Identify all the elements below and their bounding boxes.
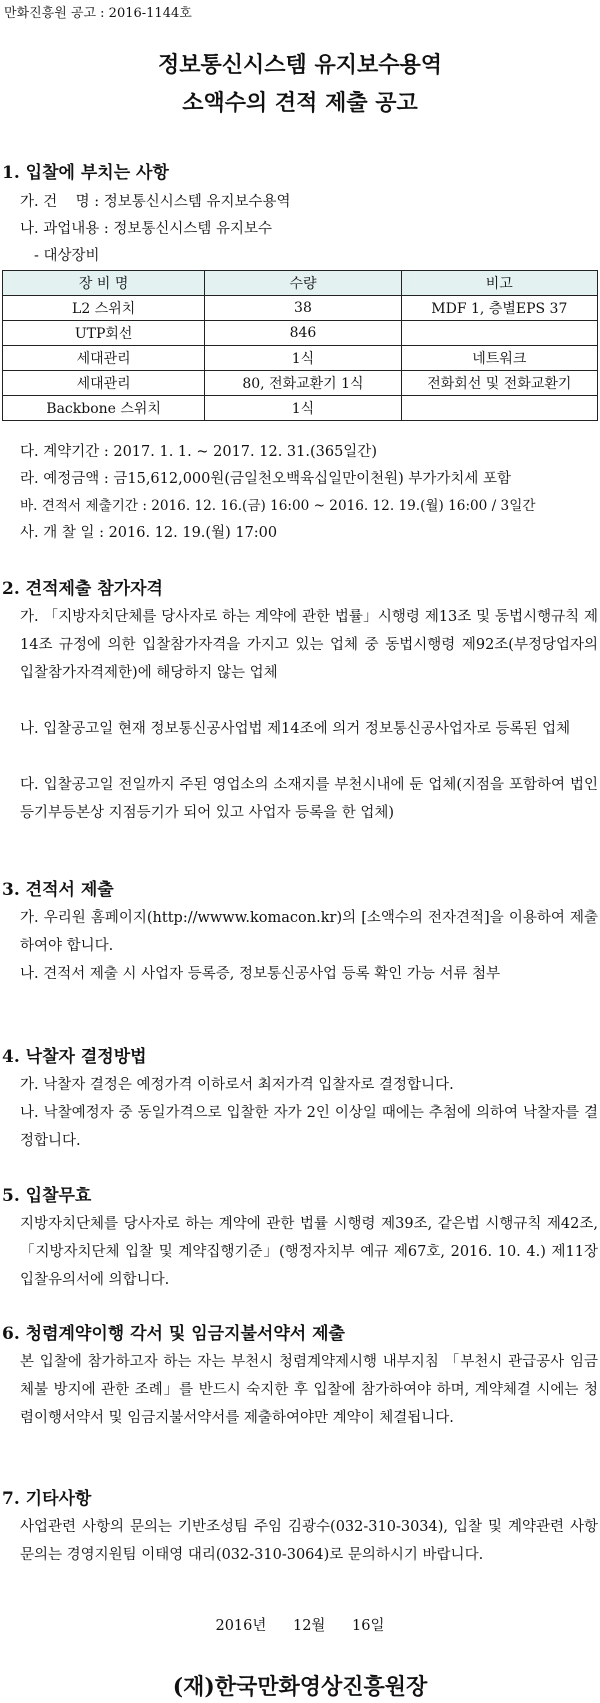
table-cell: 80, 전화교환기 1식 (205, 371, 401, 396)
table-cell: 1식 (205, 396, 401, 421)
table-cell: 38 (205, 296, 401, 321)
s7-text: 사업관련 사항의 문의는 기반조성팀 주임 김광수(032-310-3034), 입찰 및 계약관련 사항 문의는 경영지원팀 이태영 대리(032-310-3064)로 문의하시기 바랍니다. (20, 1519, 598, 1563)
table-cell: MDF 1, 층별EPS 37 (401, 296, 597, 321)
table-cell: Backbone 스위치 (3, 396, 205, 421)
table-cell: 전화회선 및 전화교환기 (401, 371, 597, 396)
document-subtitle: 소액수의 견적 제출 공고 (182, 90, 418, 116)
issuer-name: (재)한국만화영상진흥원장 (172, 1674, 428, 1700)
section-4-heading: 4. 낙찰자 결정방법 (2, 1047, 147, 1067)
table-cell (401, 396, 597, 421)
table-cell (401, 321, 597, 346)
section-5-heading: 5. 입찰무효 (2, 1186, 92, 1206)
s4-item-ga: 가. 낙찰자 결정은 예정가격 이하로서 최저가격 입찰자로 결정합니다. (20, 1077, 454, 1093)
table-cell: 1식 (205, 346, 401, 371)
table-cell: L2 스위치 (3, 296, 205, 321)
table-cell: 세대관리 (3, 371, 205, 396)
table-row (3, 396, 598, 421)
s1-item-ra: 라. 예정금액 : 금15,612,000원(금일천오백육십일만이천원) 부가가치세 포함 (20, 471, 512, 487)
document-title: 정보통신시스템 유지보수용역 (158, 52, 442, 78)
table-cell: UTP회선 (3, 321, 205, 346)
s1-sub-label: - 대상장비 (34, 248, 100, 264)
section-6-heading: 6. 청렴계약이행 각서 및 임금지불서약서 제출 (2, 1324, 345, 1344)
table-cell: 네트워크 (401, 346, 597, 371)
s4-item-na: 나. 낙찰예정자 중 동일가격으로 입찰한 자가 2인 이상일 때에는 추첨에 의하여 낙찰자를 결정합니다. (20, 1105, 598, 1149)
notice-date: 2016년 12월 16일 (215, 1618, 385, 1634)
section-2-heading: 2. 견적제출 참가자격 (2, 579, 163, 599)
section-7-heading: 7. 기타사항 (2, 1489, 92, 1509)
table-header-cell: 수량 (205, 271, 401, 296)
table-row (3, 321, 598, 346)
table-cell: 846 (205, 321, 401, 346)
table-cell: 세대관리 (3, 346, 205, 371)
section-1-heading: 1. 입찰에 부치는 사항 (2, 163, 169, 183)
s2-item-na: 나. 입찰공고일 현재 정보통신공사업법 제14조에 의거 정보통신공사업자로 등록된 업체 (20, 721, 571, 737)
s1-item-ba: 바. 견적서 제출기간 : 2016. 12. 16.(금) 16:00 ~ 2016. 12. 19.(월) 16:00 / 3일간 (20, 498, 536, 514)
table-header-cell: 장 비 명 (3, 271, 205, 296)
s2-item-da: 다. 입찰공고일 전일까지 주된 영업소의 소재지를 부천시내에 둔 업체(지점을 포함하여 법인등기부등본상 지점등기가 되어 있고 사업자 등록을 한 업체) (20, 777, 598, 821)
s6-text: 본 입찰에 참가하고자 하는 자는 부천시 청렴계약제시행 내부지침 「부천시 관급공사 임금체불 방지에 관한 조례」를 반드시 숙지한 후 입찰에 참가하여야 하며, 계약체결 시에는 청렴이행서약서 및 임금지불서약서를 제출하여야만 계약이 체결됩니다. (20, 1354, 598, 1426)
s3-item-ga: 가. 우리원 홈페이지(http://wwww.komacon.kr)의 [소액수의 전자견적]을 이용하여 제출하여야 합니다. (20, 910, 598, 954)
s1-item-ga: 가. 건 명 : 정보통신시스템 유지보수용역 (20, 194, 291, 210)
s2-item-ga: 가. 「지방자치단체를 당사자로 하는 계약에 관한 법률」시행령 제13조 및 동법시행규칙 제14조 규정에 의한 입찰참가자격을 가지고 있는 업체 중 동법시행령 제92조(부정당업자의 입찰참가자격제한)에 해당하지 않는 업체 (20, 609, 598, 681)
section-3-heading: 3. 견적서 제출 (2, 880, 114, 900)
table-header-cell: 비고 (401, 271, 597, 296)
s5-text: 지방자치단체를 당사자로 하는 계약에 관한 법률 시행령 제39조, 같은법 시행규칙 제42조, 「지방자치단체 입찰 및 계약집행기준」(행정자치부 예규 제67호, 2016. 10. 4.) 제11장 입찰유의서에 의합니다. (20, 1216, 598, 1288)
s1-item-na: 나. 과업내용 : 정보통신시스템 유지보수 (20, 221, 273, 237)
notice-number: 만화진흥원 공고 : 2016-1144호 (4, 6, 192, 21)
s3-item-na: 나. 견적서 제출 시 사업자 등록증, 정보통신공사업 등록 확인 가능 서류 첨부 (20, 966, 501, 982)
table-header-row (3, 271, 598, 296)
equipment-table (2, 270, 598, 421)
s1-item-da: 다. 계약기간 : 2017. 1. 1. ~ 2017. 12. 31.(365일간) (20, 444, 377, 460)
table-row (3, 371, 598, 396)
table-row (3, 296, 598, 321)
table-row (3, 346, 598, 371)
s1-item-sa: 사. 개 찰 일 : 2016. 12. 19.(월) 17:00 (20, 525, 278, 541)
